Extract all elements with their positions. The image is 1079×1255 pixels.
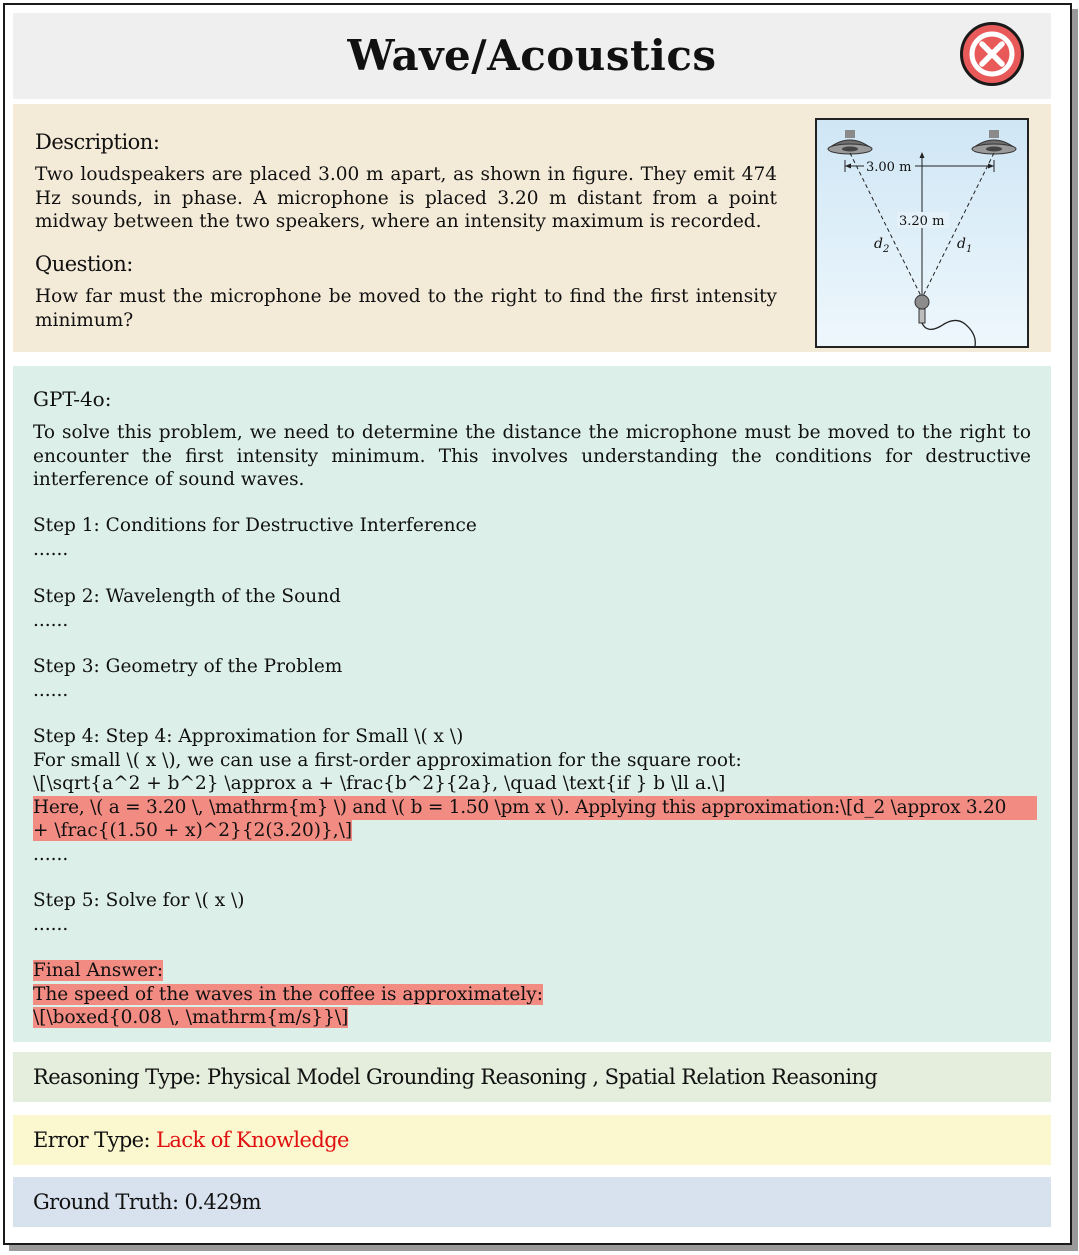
step-2-ellipsis: ...... xyxy=(33,610,69,631)
close-icon xyxy=(960,22,1024,86)
error-type-bar xyxy=(13,1115,1051,1165)
reasoning-type xyxy=(33,1052,877,1102)
step-1-ellipsis: ...... xyxy=(33,539,69,560)
step-5-ellipsis: ...... xyxy=(33,914,69,935)
error-type-label: Error Type: xyxy=(33,1128,157,1152)
reasoning-type-value: Physical Model Grounding Reasoning , Spatial Relation Reasoning xyxy=(206,1065,878,1089)
description-label: Description: xyxy=(35,130,160,154)
answer-intro: To solve this problem, we need to determine the distance the microphone must be moved to the right to encounter the first intensity minimum. This involves understanding the conditions for destructive interference of sound waves. xyxy=(33,422,1031,490)
separation-label: 3.00 m xyxy=(866,160,912,175)
error-type-value: Lack of Knowledge xyxy=(156,1128,349,1152)
d2-label: $d_2$ xyxy=(874,236,890,255)
final-answer-label: Final Answer: xyxy=(33,960,164,981)
error-type xyxy=(33,1115,349,1165)
problem-figure xyxy=(815,118,1029,348)
distance-label: 3.20 m xyxy=(899,214,945,229)
final-answer-value: \[\boxed{0.08 \, \mathrm{m/s}}\] xyxy=(33,1007,349,1028)
page-title: Wave/Acoustics xyxy=(347,31,717,80)
header-bar xyxy=(13,13,1051,99)
final-answer-text: The speed of the waves in the coffee is approximately: xyxy=(33,984,543,1005)
problem-panel xyxy=(13,104,1051,352)
reasoning-type-bar xyxy=(13,1052,1051,1102)
question-label: Question: xyxy=(35,252,133,276)
step-4-line-1: For small \( x \), we can use a first-order approximation for the square root: xyxy=(33,750,742,771)
d1-label: $d_1$ xyxy=(957,236,973,255)
model-answer-panel xyxy=(13,366,1051,1042)
step-3-ellipsis: ...... xyxy=(33,680,69,701)
question-text: How far must the microphone be moved to the right to find the first intensity minimum? xyxy=(35,286,777,331)
step-2-title: Step 2: Wavelength of the Sound xyxy=(33,586,341,607)
ground-truth xyxy=(33,1177,261,1227)
step-4-highlight-1: Here, \( a = 3.20 \, \mathrm{m} \) and \( b = 1.50 \pm x \). Applying this approximation:\[d_2 \approx 3.20 xyxy=(33,796,1037,820)
ground-truth-bar xyxy=(13,1177,1051,1227)
ground-truth-value: 0.429m xyxy=(184,1190,261,1214)
reasoning-type-label: Reasoning Type: xyxy=(33,1065,207,1089)
model-label: GPT-4o: xyxy=(33,387,112,411)
step-4-ellipsis: ...... xyxy=(33,844,69,865)
description-text: Two loudspeakers are placed 3.00 m apart, as shown in figure. They emit 474 Hz sounds, in phase. A microphone is placed 3.20 m distant from a point midway between the two speakers, where an intensity maximum is recorded. xyxy=(35,164,777,232)
step-4-highlight-2: + \frac{(1.50 + x)^2}{2(3.20)},\] xyxy=(33,820,353,841)
step-4-title: Step 4: Step 4: Approximation for Small \( x \) xyxy=(33,726,464,747)
step-1-title: Step 1: Conditions for Destructive Interference xyxy=(33,515,477,536)
step-4-line-2: \[\sqrt{a^2 + b^2} \approx a + \frac{b^2}{2a}, \quad \text{if } b \ll a.\] xyxy=(33,773,726,794)
step-3-title: Step 3: Geometry of the Problem xyxy=(33,656,343,677)
ground-truth-label: Ground Truth: xyxy=(33,1190,185,1214)
step-5-title: Step 5: Solve for \( x \) xyxy=(33,890,245,911)
